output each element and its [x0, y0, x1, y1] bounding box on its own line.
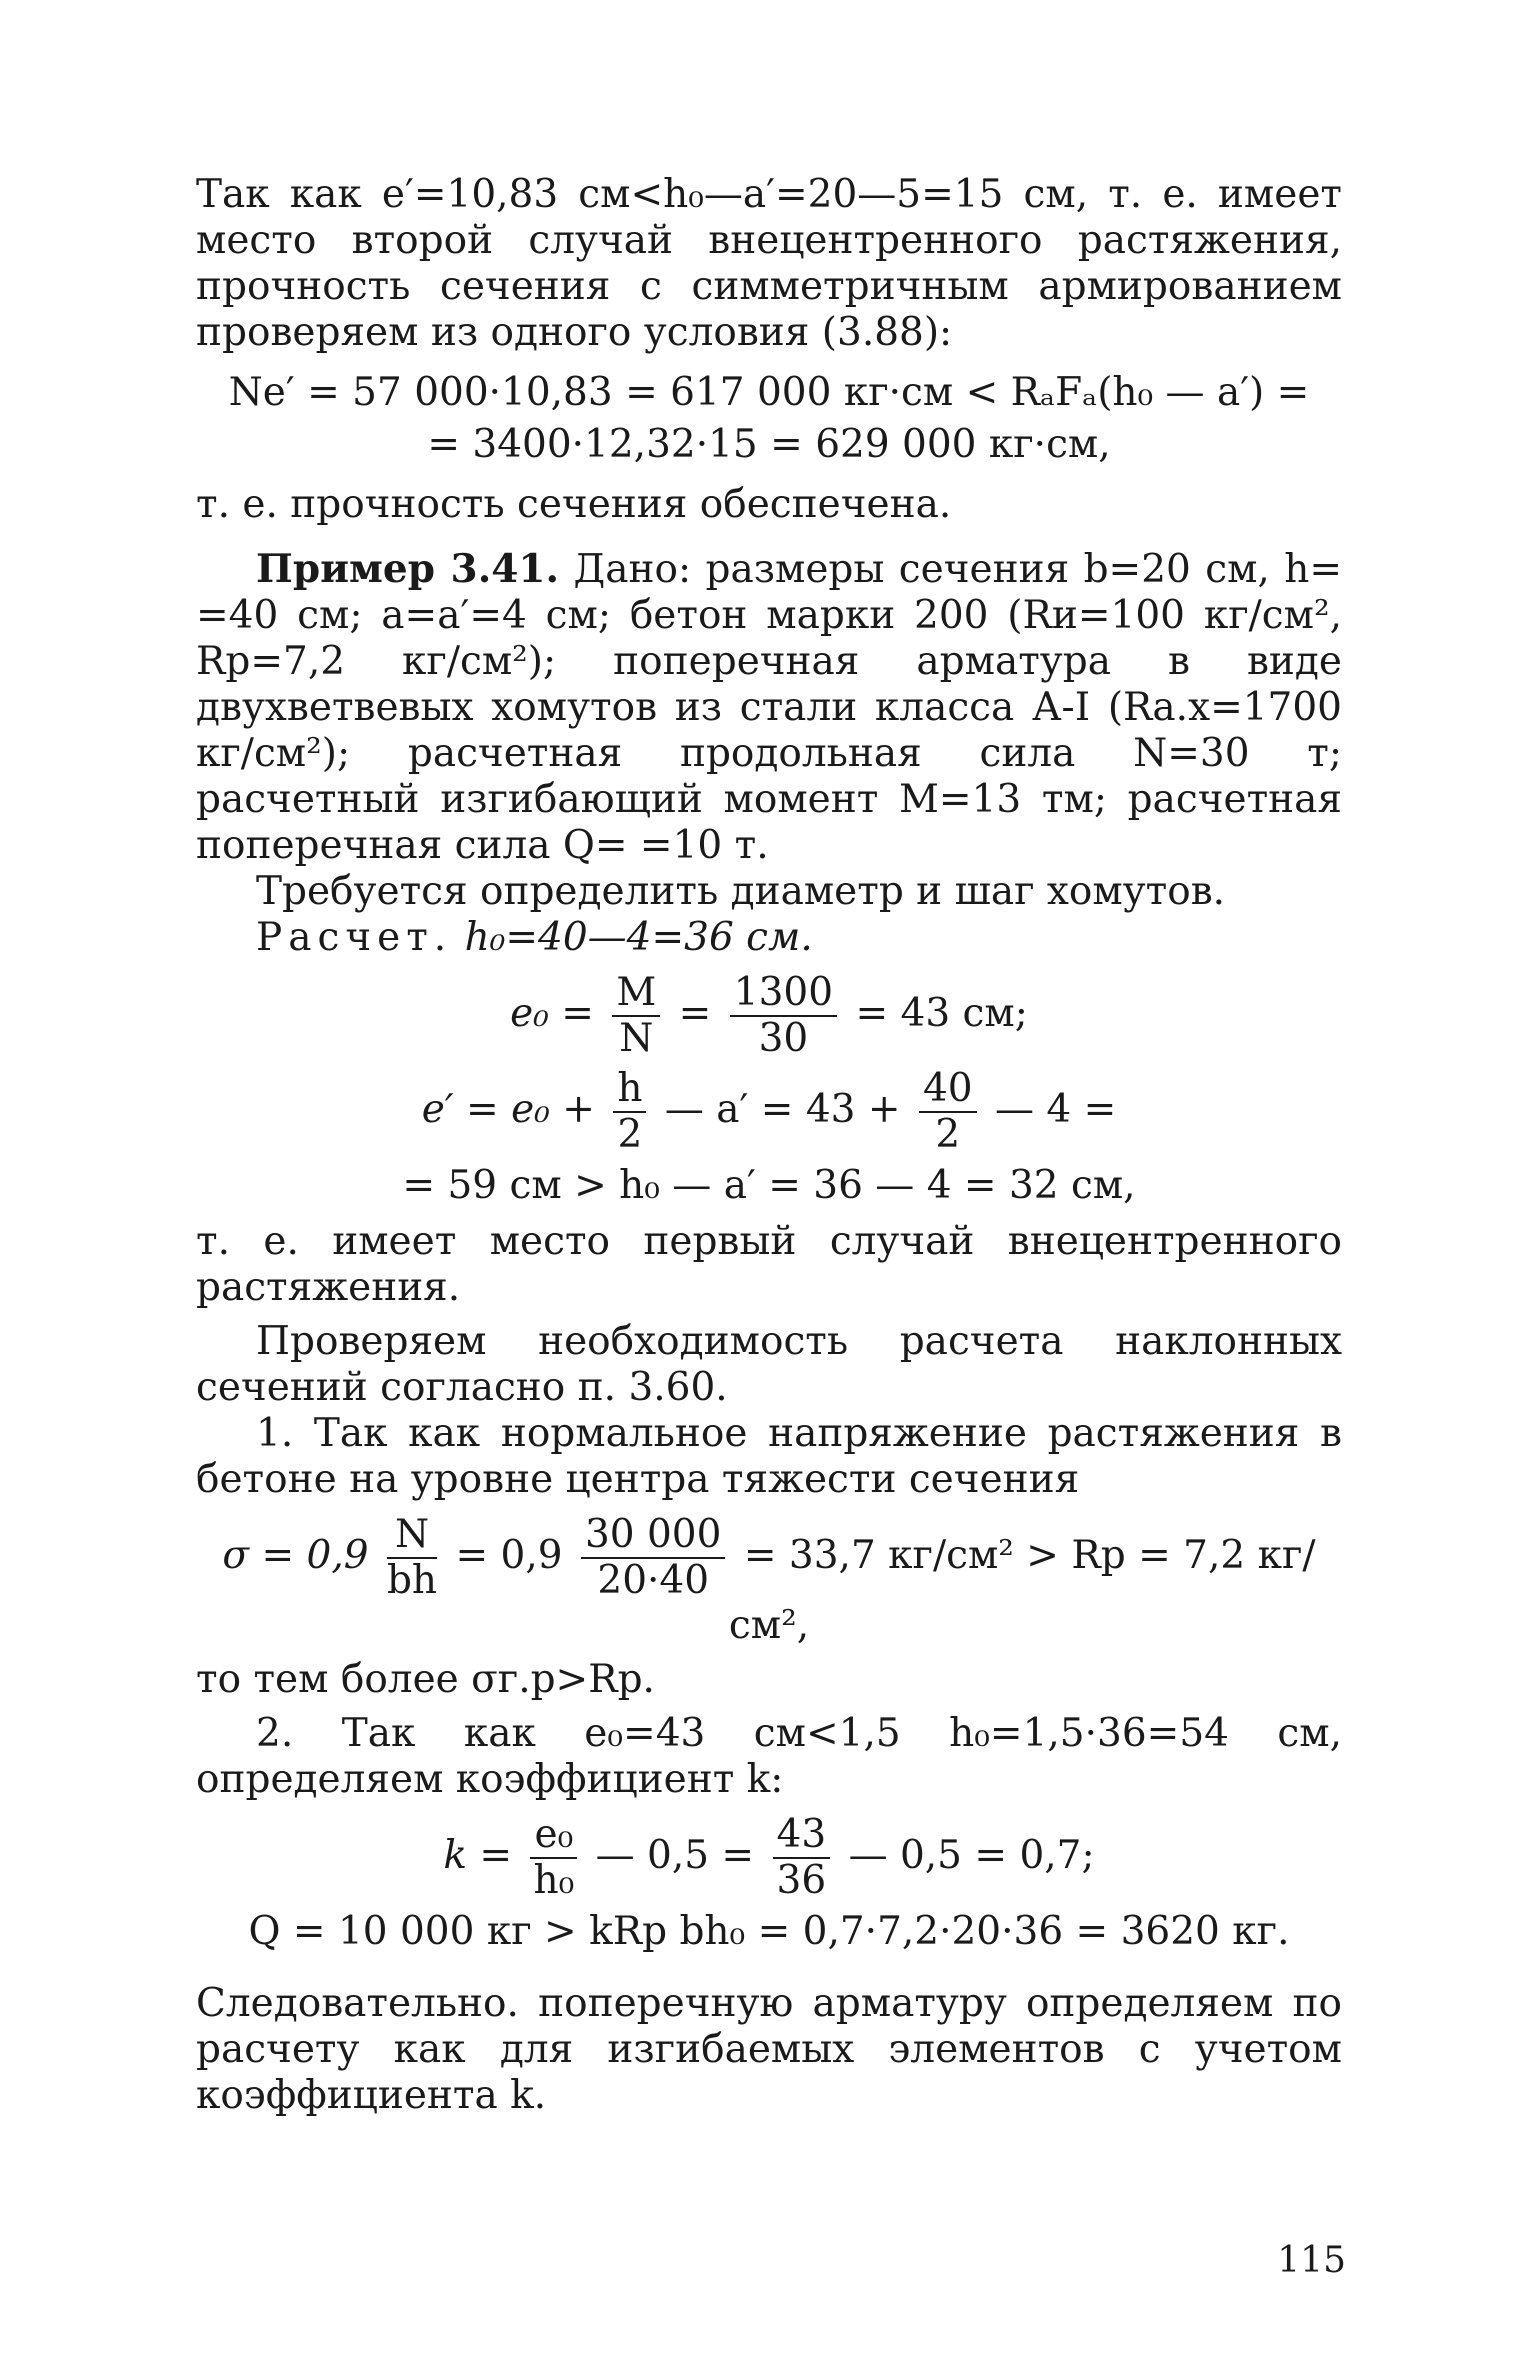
fraction-numerator: N: [387, 1513, 437, 1559]
formula-e-prime-mid: — a′ = 43 +: [664, 1087, 901, 1132]
formula-e-prime: [196, 1067, 1342, 1157]
formula-e0: [196, 971, 1342, 1061]
fraction-numerator: 40: [919, 1067, 977, 1113]
formula-sigma-rhs: = 33,7 кг/см² > Rр = 7,2 кг/см²,: [728, 1533, 1316, 1648]
formula-k-rhs: — 0,5 = 0,7;: [848, 1833, 1095, 1878]
paragraph-case-two: Так как e′=10,83 см<h₀—a′=20—5=15 см, т. е. имеет место второй случай внецентренного растяжения, прочность сечения с симметричным армированием проверяем из одного условия (3.88):: [196, 172, 1342, 355]
example-paragraph: [196, 546, 1342, 869]
formula-sigma-mid: = 0,9: [455, 1533, 563, 1578]
paragraph-moreover: то тем более σг.р>Rр.: [196, 1657, 655, 1702]
fraction-denominator: 2: [935, 1112, 961, 1157]
formula-k: [196, 1813, 1342, 1903]
fraction-m-over-n: [612, 971, 660, 1061]
formula-sigma: [196, 1513, 1342, 1649]
fraction-e0-over-h0: [530, 1813, 577, 1903]
formula-k-mid: — 0,5 =: [595, 1833, 755, 1878]
fraction-numerator: 43: [773, 1813, 831, 1859]
paragraph-item-two: 2. Так как e₀=43 см<1,5 h₀=1,5·36=54 см, определяем коэффициент k:: [196, 1711, 1342, 1802]
fraction-43-over-36: [773, 1813, 831, 1903]
fraction-h-over-2: [613, 1067, 646, 1157]
page-body: [196, 172, 1342, 2119]
fraction-n-over-bh: [387, 1513, 437, 1603]
formula-q: [196, 1909, 1342, 1955]
paragraph-strength-ok: т. е. прочность сечения обеспечена.: [196, 482, 952, 527]
example-title: Пример 3.41.: [256, 546, 560, 592]
formula-e0-rhs: = 43 см;: [855, 991, 1028, 1036]
fraction-denominator: bh: [386, 1558, 438, 1603]
formula-ne-continued: [196, 422, 1342, 468]
formula-e0-lhs: e₀ =: [510, 991, 594, 1036]
fraction-denominator: N: [619, 1016, 654, 1061]
formula-sigma-lhs: σ = 0,9: [222, 1533, 369, 1578]
paragraph-item-one: 1. Так как нормальное напряжение растяжения в бетоне на уровне центра тяжести сечения: [196, 1411, 1342, 1502]
fraction-numerator: e₀: [530, 1813, 577, 1859]
formula-e-prime-lhs: e′ = e₀ +: [421, 1087, 595, 1132]
fraction-denominator: h₀: [533, 1858, 575, 1903]
calc-label: Расчет.: [256, 915, 453, 960]
formula-e-prime-rhs: — 4 =: [994, 1087, 1117, 1132]
formula-e-prime-line2: = 59 см > h₀ — a′ = 36 — 4 = 32 см,: [402, 1163, 1136, 1208]
calc-h0: h₀=40—4=36 см.: [464, 915, 813, 960]
paragraph-required: Требуется определить диаметр и шаг хомутов.: [256, 869, 1226, 914]
fraction-denominator: 36: [776, 1858, 827, 1903]
fraction-numerator: 1300: [730, 971, 837, 1017]
formula-ne-line1: Ne′ = 57 000·10,83 = 617 000 кг·см < RₐFₐ(h₀ — a′) =: [228, 370, 1310, 415]
paragraph-case-one: т. е. имеет место первый случай внецентренного растяжения.: [196, 1219, 1342, 1310]
calc-line: [196, 915, 1342, 961]
fraction-40-over-2: [919, 1067, 977, 1157]
page-number: 115: [1277, 2240, 1346, 2281]
example-body: Дано: размеры сечения b=20 см, h= =40 см; a=a′=4 см; бетон марки 200 (Rи=100 кг/см², Rр=7,2 кг/см²); поперечная арматура в виде двухветвевых хомутов из стали класса А-I (Rа.х=1700 кг/см²); расчетная продольная сила N=30 т; расчетный изгибающий момент M=13 тм; расчетная поперечная сила Q= =10 т.: [196, 547, 1342, 868]
fraction-numerator: M: [612, 971, 660, 1017]
formula-ne-line2: = 3400·12,32·15 = 629 000 кг·см,: [427, 422, 1111, 467]
fraction-numerator: 30 000: [581, 1513, 725, 1559]
fraction-denominator: 2: [617, 1112, 643, 1157]
fraction-1300-over-30: [730, 971, 837, 1061]
fraction-denominator: 30: [758, 1016, 809, 1061]
formula-k-lhs: k =: [443, 1833, 513, 1878]
fraction-30000-over-800: [581, 1513, 725, 1603]
formula-e0-eq: =: [678, 991, 712, 1036]
fraction-numerator: h: [613, 1067, 646, 1113]
formula-q-text: Q = 10 000 кг > kRр bh₀ = 0,7·7,2·20·36 = 3620 кг.: [248, 1909, 1290, 1954]
fraction-denominator: 20·40: [597, 1558, 710, 1603]
paragraph-conclusion: Следовательно. поперечную арматуру определяем по расчету как для изгибаемых элементов с учетом коэффициента k.: [196, 1981, 1342, 2118]
formula-e-prime-continued: [196, 1163, 1342, 1209]
paragraph-check-inclined: Проверяем необходимость расчета наклонных сечений согласно п. 3.60.: [196, 1319, 1342, 1410]
formula-ne: [196, 370, 1342, 416]
